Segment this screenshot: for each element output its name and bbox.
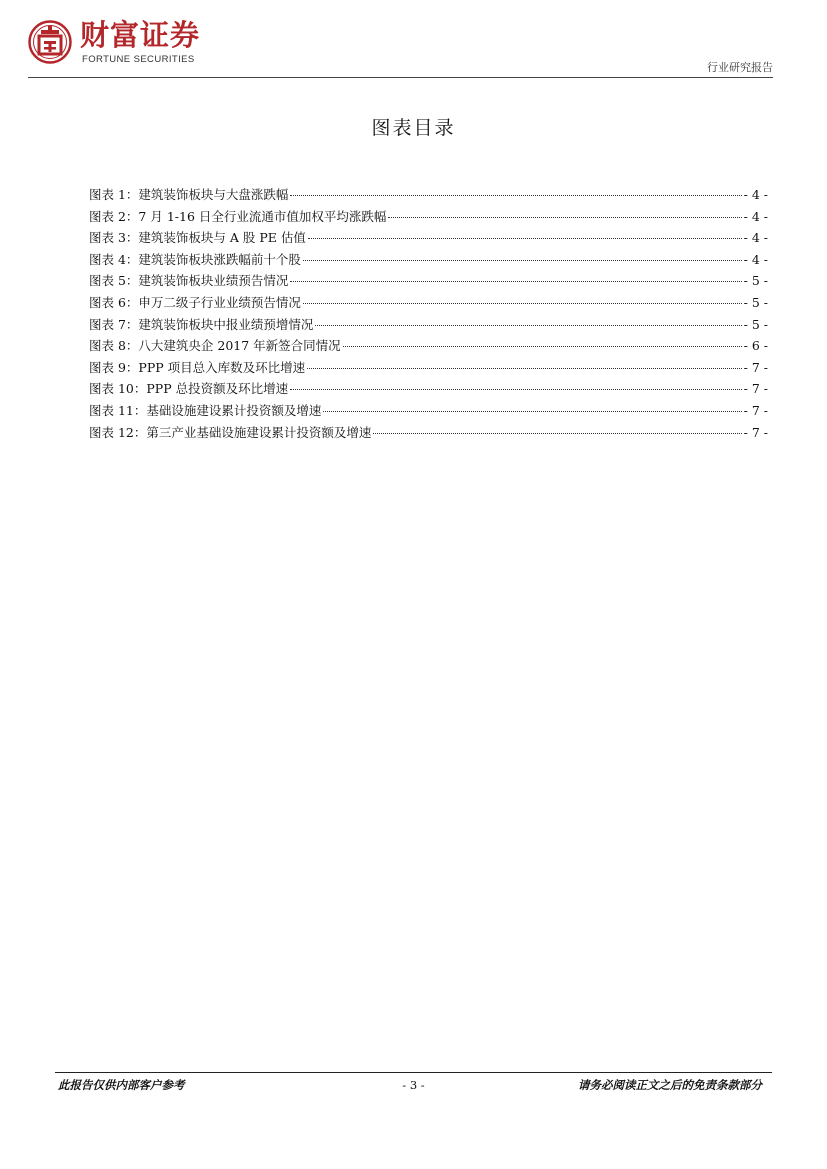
page-number: - 3 -: [402, 1078, 425, 1092]
toc-entry[interactable]: [89, 249, 768, 271]
footer-divider: [55, 1072, 772, 1073]
toc-leader-dots: [307, 368, 742, 369]
page-header: [28, 14, 773, 76]
footer-disclaimer-notice: 请务必阅读正文之后的免责条款部分: [578, 1078, 762, 1092]
toc-entry-page: - 7 -: [743, 381, 768, 397]
toc-entry-label: 图表 9：PPP 项目总入库数及环比增速: [89, 359, 306, 375]
toc-leader-dots: [308, 238, 742, 239]
toc-entry-page: - 4 -: [743, 187, 768, 202]
brand-name-en: FORTUNE SECURITIES: [82, 54, 195, 65]
toc-entry-page: - 5 -: [743, 294, 768, 310]
toc-leader-dots: [373, 433, 741, 434]
toc-entry-label: 图表 12：第三产业基础设施建设累计投资额及增速: [89, 424, 372, 440]
toc-entry[interactable]: [89, 292, 768, 314]
toc-entry-page: - 6 -: [743, 338, 768, 354]
toc-entry[interactable]: [89, 314, 768, 336]
toc-entry-page: - 5 -: [743, 316, 768, 332]
report-type-label: 行业研究报告: [707, 61, 773, 74]
fortune-seal-logo-icon: [28, 20, 72, 64]
toc-leader-dots: [315, 325, 741, 326]
toc-entry[interactable]: [89, 378, 768, 400]
toc-entry[interactable]: [89, 357, 768, 379]
toc-entry-label: 图表 6：申万二级子行业业绩预告情况: [89, 294, 301, 310]
toc-entry-label: 图表 5：建筑装饰板块业绩预告情况: [89, 273, 289, 289]
toc-entry[interactable]: [89, 400, 768, 422]
toc-entry-page: - 7 -: [743, 359, 768, 375]
toc-leader-dots: [388, 217, 741, 218]
page-title: 图表目录: [371, 117, 456, 139]
toc-entry-page: - 4 -: [743, 208, 768, 224]
toc-entry[interactable]: [89, 270, 768, 292]
toc-entry-label: 图表 7：建筑装饰板块中报业绩预增情况: [89, 316, 314, 332]
header-divider: [28, 77, 773, 78]
toc-leader-dots: [343, 346, 742, 347]
toc-entry-page: - 7 -: [743, 402, 768, 418]
toc-leader-dots: [303, 260, 742, 261]
toc-entry-page: - 4 -: [743, 251, 768, 267]
toc-entry-page: - 4 -: [743, 230, 768, 246]
toc-entry-label: 图表 1：建筑装饰板块与大盘涨跌幅: [89, 187, 289, 202]
toc-leader-dots: [290, 389, 742, 390]
toc-leader-dots: [290, 195, 741, 196]
toc-entry-page: - 5 -: [743, 273, 768, 289]
toc-entry-label: 图表 11：基础设施建设累计投资额及增速: [89, 402, 322, 418]
table-of-figures: [89, 184, 768, 443]
brand-name-cn: 财富证券: [80, 18, 201, 52]
toc-entry-label: 图表 4：建筑装饰板块涨跌幅前十个股: [89, 251, 301, 267]
footer-internal-notice: 此报告仅供内部客户参考: [58, 1078, 185, 1092]
toc-entry-label: 图表 3：建筑装饰板块与 A 股 PE 估值: [89, 230, 306, 246]
toc-entry[interactable]: [89, 227, 768, 249]
toc-leader-dots: [303, 303, 742, 304]
toc-leader-dots: [323, 411, 741, 412]
toc-entry[interactable]: [89, 184, 768, 206]
toc-entry-label: 图表 2：7 月 1-16 日全行业流通市值加权平均涨跌幅: [89, 208, 387, 224]
toc-entry[interactable]: [89, 422, 768, 444]
toc-entry[interactable]: [89, 335, 768, 357]
toc-leader-dots: [290, 281, 741, 282]
toc-entry-label: 图表 10：PPP 总投资额及环比增速: [89, 381, 289, 397]
toc-entry-page: - 7 -: [743, 424, 768, 440]
toc-entry[interactable]: [89, 206, 768, 228]
toc-entry-label: 图表 8：八大建筑央企 2017 年新签合同情况: [89, 338, 341, 354]
